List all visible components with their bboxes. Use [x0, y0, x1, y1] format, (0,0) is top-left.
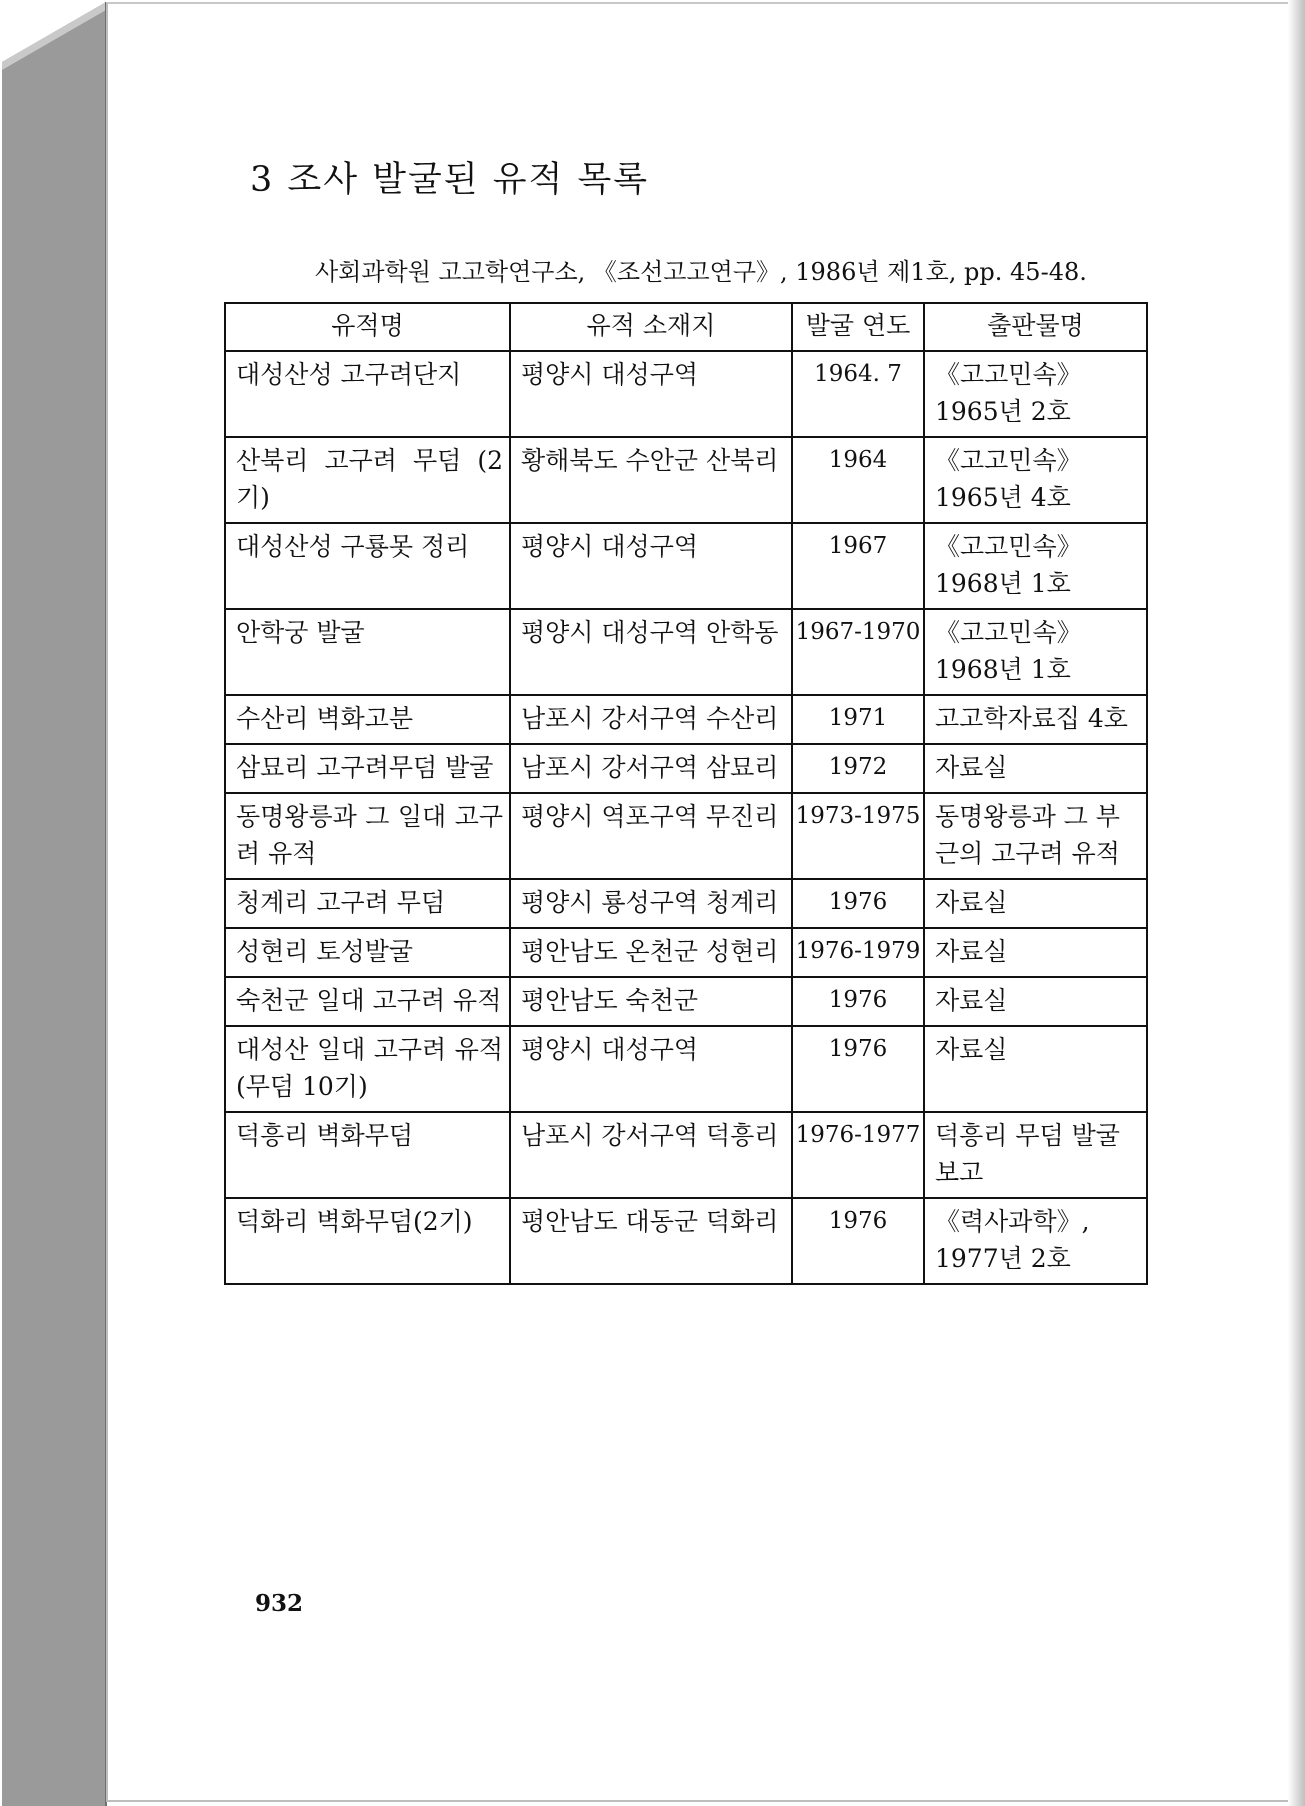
table-row: [225, 879, 1147, 928]
table-row: [225, 1198, 1147, 1284]
book-spine: [0, 0, 108, 1806]
excavation-year-cell: 1976: [792, 1198, 924, 1284]
spine-face: [2, 2, 106, 1806]
header-publication: 출판물명: [924, 303, 1147, 351]
excavation-year-cell: 1967: [792, 523, 924, 609]
publication-cell: 고고학자료집 4호: [924, 695, 1147, 744]
header-excavation-year: 발굴 연도: [792, 303, 924, 351]
header-site-name: 유적명: [225, 303, 510, 351]
site-name-cell: 삼묘리 고구려무덤 발굴: [225, 744, 510, 793]
excavation-year-cell: 1976: [792, 1026, 924, 1112]
table-row: [225, 437, 1147, 523]
source-citation: 사회과학원 고고학연구소, 《조선고고연구》, 1986년 제1호, pp. 45-48.: [315, 258, 1087, 286]
site-name-cell: 대성산 일대 고구려 유적(무덤 10기): [225, 1026, 510, 1112]
excavation-year-cell: 1972: [792, 744, 924, 793]
excavation-year-cell: 1976-1979: [792, 928, 924, 977]
table-row: [225, 744, 1147, 793]
excavation-year-cell: 1971: [792, 695, 924, 744]
table-row: [225, 1026, 1147, 1112]
publication-cell: 자료실: [924, 744, 1147, 793]
site-location-cell: 남포시 강서구역 수산리: [510, 695, 792, 744]
site-location-cell: 평양시 대성구역: [510, 351, 792, 437]
site-location-cell: 남포시 강서구역 삼묘리: [510, 744, 792, 793]
site-location-cell: 평안남도 대동군 덕화리: [510, 1198, 792, 1284]
publication-cell: 《고고민속》 1968년 1호: [924, 609, 1147, 695]
excavation-year-cell: 1967-1970: [792, 609, 924, 695]
table-header-row: [225, 303, 1147, 351]
excavation-year-cell: 1964. 7: [792, 351, 924, 437]
excavation-year-cell: 1976: [792, 977, 924, 1026]
site-location-cell: 평양시 대성구역: [510, 1026, 792, 1112]
excavation-year-cell: 1964: [792, 437, 924, 523]
site-name-cell: 청계리 고구려 무덤: [225, 879, 510, 928]
site-name-cell: 대성산성 구룡못 정리: [225, 523, 510, 609]
site-location-cell: 평안남도 온천군 성현리: [510, 928, 792, 977]
publication-cell: 《력사과학》, 1977년 2호: [924, 1198, 1147, 1284]
publication-cell: 《고고민속》 1965년 2호: [924, 351, 1147, 437]
table-row: [225, 351, 1147, 437]
excavation-year-cell: 1973-1975: [792, 793, 924, 879]
page-number: 932: [255, 1590, 304, 1617]
publication-cell: 《고고민속》 1965년 4호: [924, 437, 1147, 523]
table-row: [225, 1112, 1147, 1198]
site-name-cell: 수산리 벽화고분: [225, 695, 510, 744]
table-row: [225, 609, 1147, 695]
site-name-cell: 덕흥리 벽화무덤: [225, 1112, 510, 1198]
table-row: [225, 793, 1147, 879]
site-name-cell: 안학궁 발굴: [225, 609, 510, 695]
publication-cell: 자료실: [924, 879, 1147, 928]
site-location-cell: 평양시 룡성구역 청계리: [510, 879, 792, 928]
site-location-cell: 남포시 강서구역 덕흥리: [510, 1112, 792, 1198]
page-edge-shadow: [1288, 0, 1305, 1806]
excavation-year-cell: 1976: [792, 879, 924, 928]
site-location-cell: 평양시 대성구역: [510, 523, 792, 609]
site-location-cell: 황해북도 수안군 산북리: [510, 437, 792, 523]
publication-cell: 덕흥리 무덤 발굴보고: [924, 1112, 1147, 1198]
publication-cell: 《고고민속》 1968년 1호: [924, 523, 1147, 609]
site-location-cell: 평양시 역포구역 무진리: [510, 793, 792, 879]
site-name-cell: 덕화리 벽화무덤(2기): [225, 1198, 510, 1284]
table-row: [225, 695, 1147, 744]
publication-cell: 자료실: [924, 928, 1147, 977]
table-row: [225, 977, 1147, 1026]
site-name-cell: 동명왕릉과 그 일대 고구려 유적: [225, 793, 510, 879]
site-location-cell: 평안남도 숙천군: [510, 977, 792, 1026]
section-title: 3 조사 발굴된 유적 목록: [250, 160, 650, 200]
publication-cell: 자료실: [924, 977, 1147, 1026]
publication-cell: 동명왕릉과 그 부근의 고구려 유적: [924, 793, 1147, 879]
book-spine-graphic: [0, 0, 108, 1806]
table-row: [225, 523, 1147, 609]
site-name-cell: 숙천군 일대 고구려 유적: [225, 977, 510, 1026]
site-name-cell: 성현리 토성발굴: [225, 928, 510, 977]
excavation-year-cell: 1976-1977: [792, 1112, 924, 1198]
site-name-cell: 산북리 고구려 무덤 (2기): [225, 437, 510, 523]
header-site-location: 유적 소재지: [510, 303, 792, 351]
site-location-cell: 평양시 대성구역 안학동: [510, 609, 792, 695]
publication-cell: 자료실: [924, 1026, 1147, 1112]
site-name-cell: 대성산성 고구려단지: [225, 351, 510, 437]
excavated-sites-table: [224, 302, 1148, 1285]
table-row: [225, 928, 1147, 977]
